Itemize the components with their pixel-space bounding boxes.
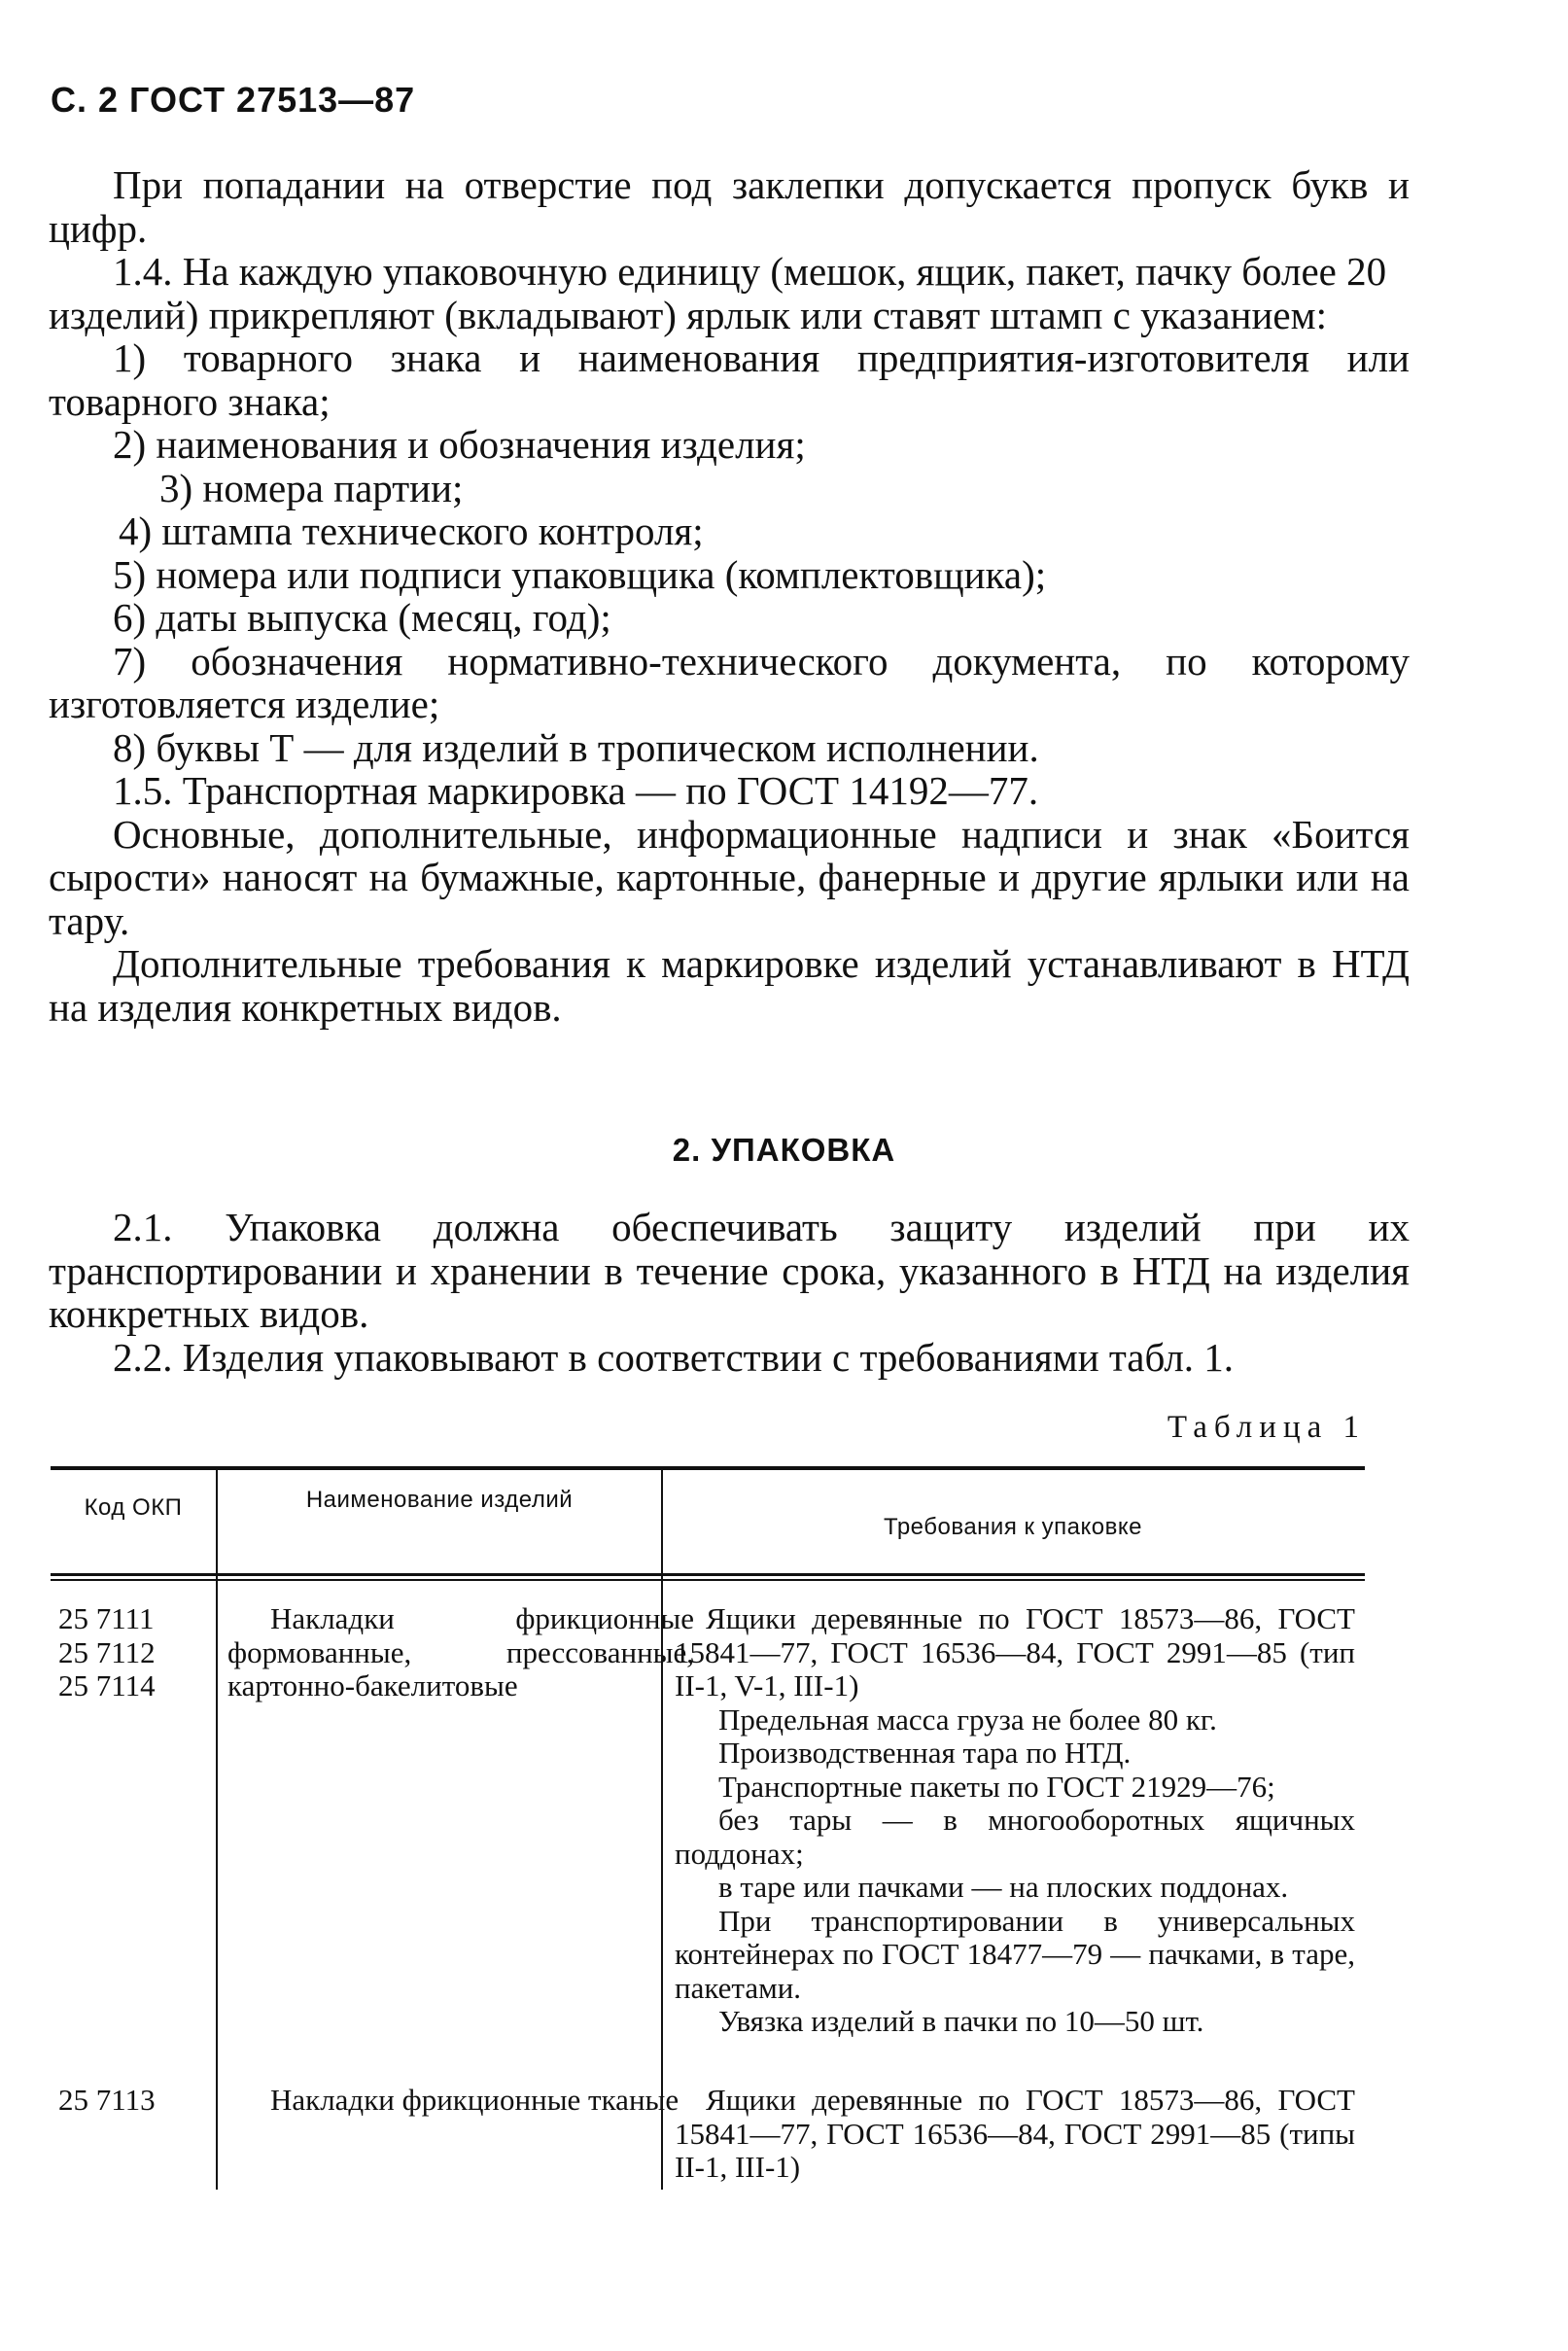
section-title: 2. УПАКОВКА xyxy=(672,1132,896,1168)
list-item-7: 7) обозначения нормативно-технического документа, по которому изготовляется изделие; xyxy=(49,638,1410,726)
packaging-requirements xyxy=(675,1602,1355,2039)
okp-codes xyxy=(58,1602,204,1703)
table-top-rule xyxy=(51,1466,1365,1470)
paragraph: При попадании на отверстие под заклепки допускается пропуск букв и цифр. xyxy=(49,162,1410,251)
table-caption: Таблица 1 xyxy=(1167,1410,1366,1445)
header-rule xyxy=(51,1573,1365,1576)
okp-code: 25 7114 xyxy=(58,1668,156,1702)
okp-code: 25 7112 xyxy=(58,1634,156,1669)
header-code: Код ОКП xyxy=(84,1494,183,1521)
section1-continuation xyxy=(49,163,1410,1029)
packaging-requirements xyxy=(675,2084,1355,2185)
requirement: в таре или пачками — на плоских поддонах. xyxy=(718,1870,1289,1904)
paragraph: Дополнительные требования к маркировке изделий устанавливают в НТД на изделия конкретных видов. xyxy=(49,941,1410,1030)
product-name: Накладки фрикционные тканые xyxy=(270,2083,679,2117)
okp-code: 25 7111 xyxy=(58,1601,155,1635)
paragraph-1-5: 1.5. Транспортная маркировка — по ГОСТ 14192—77. xyxy=(113,768,1039,813)
header-rule-double xyxy=(51,1579,1365,1581)
list-item-1: 1) товарного знака и наименования предприятия-изготовителя или товарного знака; xyxy=(49,335,1410,424)
product-name: Накладки фрикционные формованные, прессованные, картонно-бакелитовые xyxy=(227,1601,694,1702)
requirement: Ящики деревянные по ГОСТ 18573—86, ГОСТ 15841—77, ГОСТ 16536—84, ГОСТ 2991—85 (тип II-1, V-1, III-1) xyxy=(675,1601,1355,1702)
paragraph-2-1: 2.1. Упаковка должна обеспечивать защиту изделий при их транспортировании и хранении в течение срока, указанного в НТД на изделия конкретных видов. xyxy=(49,1205,1410,1336)
requirement: Увязка изделий в пачки по 10—50 шт. xyxy=(718,2004,1204,2038)
requirement: Транспортные пакеты по ГОСТ 21929—76; xyxy=(718,1769,1275,1804)
list-item-3: 3) номера партии; xyxy=(159,465,464,510)
page-header: С. 2 ГОСТ 27513—87 xyxy=(51,80,416,120)
requirement: Производственная тара по НТД. xyxy=(718,1736,1132,1770)
column-divider xyxy=(216,1470,218,2190)
okp-code: 25 7113 xyxy=(58,2083,156,2117)
list-item-2: 2) наименования и обозначения изделия; xyxy=(113,422,806,467)
header-requirements: Требования к упаковке xyxy=(884,1514,1142,1540)
paragraph-2-2: 2.2. Изделия упаковывают в соответствии с требованиями табл. 1. xyxy=(113,1334,1235,1380)
section2-text xyxy=(49,1206,1410,1379)
column-divider xyxy=(661,1470,663,2190)
list-item-6: 6) даты выпуска (месяц, год); xyxy=(113,595,611,640)
list-item-4: 4) штампа технического контроля; xyxy=(119,509,704,553)
list-item-8: 8) буквы Т — для изделий в тропическом исполнении. xyxy=(113,724,1039,770)
paragraph-1-4: 1.4. На каждую упаковочную единицу (мешок, ящик, пакет, пачку более 20 изделий) прикрепляют (вкладывают) ярлык или ставят штамп с указанием: xyxy=(49,249,1387,337)
requirement: Ящики деревянные по ГОСТ 18573—86, ГОСТ 15841—77, ГОСТ 16536—84, ГОСТ 2991—85 (типы II-1, III-1) xyxy=(675,2083,1355,2184)
list-item-5: 5) номера или подписи упаковщика (комплектовщика); xyxy=(113,551,1047,597)
requirement: без тары — в многооборотных ящичных поддонах; xyxy=(675,1803,1355,1871)
requirement: Предельная масса груза не более 80 кг. xyxy=(718,1702,1217,1737)
okp-codes xyxy=(58,2084,204,2118)
paragraph: Основные, дополнительные, информационные надписи и знак «Боится сырости» наносят на бумажные, картонные, фанерные и другие ярлыки или на тару. xyxy=(49,811,1410,943)
requirement: При транспортировании в универсальных контейнерах по ГОСТ 18477—79 — пачками, в таре, пакетами. xyxy=(675,1903,1355,2005)
header-name: Наименование изделий xyxy=(305,1487,574,1513)
